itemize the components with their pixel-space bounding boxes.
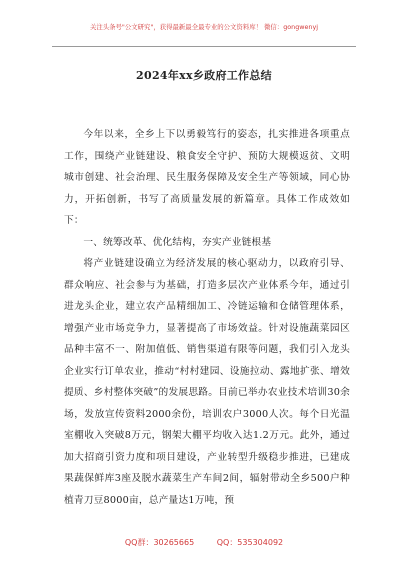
footer-contact bbox=[0, 537, 408, 548]
intro-paragraph: 今年以来，全乡上下以勇毅笃行的姿态，扎实推进各项重点工作，围绕产业链建设、粮食安全守护、预防大规模返贫、文明城市创建、社会治理、民生服务保障及安全生产等领域，同心协力，开拓创新，书写了高质量发展的新篇章。具体工作成效如下： bbox=[64, 129, 350, 226]
body-paragraph: 将产业链建设确立为经济发展的核心驱动力，以政府引导、群众响应、社会参与为基础，打造多层次产业体系今年，通过引进龙头企业，建立农产品精细加工、冷链运输和仓储管理体系，增强产业市场竞争力，显著提高了市场效益。针对设施蔬菜园区品种丰富不一、附加值低、销售渠道有限等问题，我们引入龙头企业实行订单农业，推动“村村建园、设施拉动、露地扩张、增效提质、乡村整体突破”的发展思路。目前已举办农业技术培训30余场，发放宣传资料2000余份，培训农户3000人次。每个日光温室棚收入突破8万元，钢架大棚平均收入达1.2万元。此外，通过加大招商引资力度和项目建设，产业转型升级稳步推进，已建成果蔬保鲜库3座及脱水蔬菜生产车间2间，辐射带动全乡500户种植青刀豆8000亩，总产量达1万吨，预 bbox=[64, 258, 350, 506]
document-body bbox=[64, 124, 350, 511]
footer-qq-number: QQ：535304092 bbox=[216, 538, 284, 547]
header-divider bbox=[52, 46, 356, 47]
promo-banner: 关注头条号"公文研究"，获得最新最全最专业的公文资料库！ 微信：gongwenyj bbox=[89, 23, 319, 31]
document-title: 2024年xx乡政府工作总结 bbox=[136, 69, 272, 82]
section-heading: 一、统筹改革、优化结构，夯实产业链根基 bbox=[83, 236, 272, 248]
footer-qq-group: QQ群：30265665 bbox=[124, 538, 195, 547]
